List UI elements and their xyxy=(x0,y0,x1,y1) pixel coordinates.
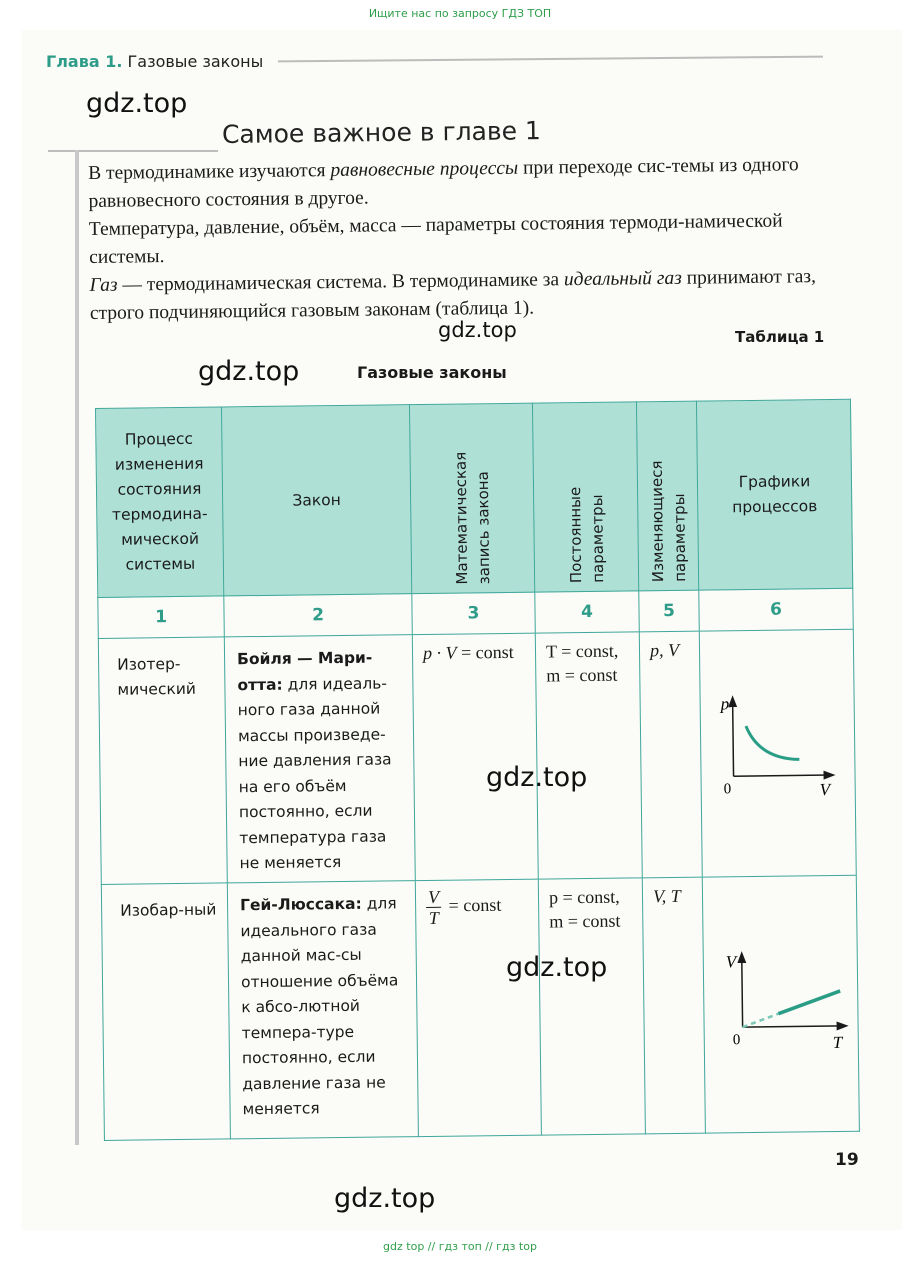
intro-text-run: принимают газ, строго подчиняющийся газовым законам (таблица 1). xyxy=(89,266,817,324)
watermark: gdz.top xyxy=(86,88,188,119)
table-row-isobaric xyxy=(101,875,859,1140)
fraction-numerator: V xyxy=(426,887,441,908)
column-number: 4 xyxy=(535,591,639,633)
header-cell-process xyxy=(96,407,224,598)
watermark: gdz.top xyxy=(506,952,608,983)
changing-params: V, T xyxy=(652,885,681,907)
header-text: Математическая запись закона xyxy=(451,451,494,585)
header-cell-law xyxy=(221,405,411,596)
intro-paragraph-1 xyxy=(88,151,834,216)
process-name: Изобар-ный xyxy=(120,900,217,920)
origin-label: 0 xyxy=(723,781,732,798)
section-divider xyxy=(48,150,218,152)
header-text: Постоянные параметры xyxy=(565,486,607,584)
intro-text-run: В термодинамике изучаются xyxy=(88,160,331,184)
watermark: gdz.top xyxy=(198,356,300,387)
process-cell xyxy=(98,637,227,885)
y-axis xyxy=(733,701,734,776)
watermark: gdz.top xyxy=(438,318,517,342)
section-margin-line xyxy=(75,150,79,1145)
section-title: Самое важное в главе 1 xyxy=(221,116,542,149)
column-number: 3 xyxy=(412,592,535,634)
intro-term: Газ xyxy=(89,274,118,296)
intro-text-run: — термодинамическая система. В термодинамике за xyxy=(117,269,565,296)
fraction-denominator: T xyxy=(428,907,439,928)
page-number: 19 xyxy=(835,1150,859,1170)
chapter-title: Газовые законы xyxy=(127,52,264,71)
variables-cell xyxy=(642,877,705,1134)
formula-cell xyxy=(415,879,541,1136)
x-axis xyxy=(743,1026,843,1027)
changing-params: p, V xyxy=(649,639,680,661)
constants-cell xyxy=(538,878,645,1135)
header-text: Процесс изменения состояния термодина-мической системы xyxy=(111,429,208,574)
header-cell-graphs xyxy=(696,399,852,590)
law-name: Бойля — Мари-отта: xyxy=(236,648,373,694)
graph-cell xyxy=(699,629,856,877)
y-axis xyxy=(742,957,743,1027)
law-text: для идеаль-ного газа данной массы произведе-ние давления газа на его объём постоянно, если температура газа не меняется xyxy=(237,673,392,873)
process-name: Изотер-мический xyxy=(117,654,197,699)
isobar-extrapolation xyxy=(742,1014,778,1027)
intro-paragraph-2: Температура, давление, объём, масса — параметры состояния термоди-намической системы. xyxy=(88,210,783,268)
constant-param: p = const, xyxy=(548,886,620,908)
header-text: Изменяющиеся параметры xyxy=(647,460,689,583)
table-title: Газовые законы xyxy=(357,363,507,382)
formula-fraction xyxy=(426,887,441,928)
top-search-link[interactable]: Ищите нас по запросу ГДЗ ТОП xyxy=(368,7,552,20)
intro-term: идеальный газ xyxy=(563,267,682,291)
intro-term: равновесные процессы xyxy=(330,157,519,182)
column-number: 1 xyxy=(98,596,224,639)
formula-lhs: p · V xyxy=(422,642,457,664)
constants-cell xyxy=(535,632,642,879)
graph-cell xyxy=(702,875,859,1133)
watermark: gdz.top xyxy=(334,1183,436,1214)
table-label: Таблица 1 xyxy=(735,328,825,346)
bottom-links[interactable]: gdz top // гдз топ // гдз top xyxy=(383,1240,537,1253)
formula-rhs: = const xyxy=(443,894,502,916)
isotherm-graph xyxy=(700,630,853,800)
column-number: 5 xyxy=(639,590,699,632)
law-text: для идеального газа данной мас-сы отношение объёма к абсо-лютной темпера-туре постоянно, если давление газа не меняется xyxy=(240,894,399,1119)
y-axis-label: p xyxy=(720,694,730,714)
intro-text-run: при переходе сис-темы из одного равновесного состояния в другое. xyxy=(88,154,799,212)
process-cell xyxy=(101,883,230,1141)
table-header-row xyxy=(96,399,853,597)
x-axis-label: V xyxy=(819,780,831,800)
x-axis-label: T xyxy=(832,1032,843,1053)
isotherm-curve xyxy=(746,725,799,760)
header-cell-formula xyxy=(409,403,534,593)
gas-laws-table xyxy=(95,399,859,1141)
x-axis xyxy=(734,775,830,776)
isotherm-plot xyxy=(700,630,857,877)
header-cell-variables xyxy=(636,401,698,591)
formula-rhs: = const xyxy=(456,641,514,663)
chapter-number: Глава 1. xyxy=(46,52,123,71)
column-number: 2 xyxy=(224,594,412,637)
header-cell-constants xyxy=(532,402,638,592)
table-row-isothermal xyxy=(98,629,856,884)
constant-param: T = const, xyxy=(545,640,619,662)
variables-cell xyxy=(639,631,702,878)
isobar-plot xyxy=(703,876,860,1133)
header-text: Графики процессов xyxy=(732,472,818,517)
law-cell xyxy=(227,881,418,1139)
column-number: 6 xyxy=(699,588,853,631)
formula-cell xyxy=(412,633,538,880)
header-text: Закон xyxy=(292,490,341,510)
y-axis-label: V xyxy=(725,952,737,972)
watermark: gdz.top xyxy=(486,762,588,793)
chapter-header xyxy=(46,52,263,71)
intro-text xyxy=(88,151,835,328)
law-cell xyxy=(224,635,415,883)
origin-label: 0 xyxy=(732,1032,741,1049)
isobar-line xyxy=(778,991,840,1014)
constant-param: m = const xyxy=(549,910,621,932)
law-name: Гей-Люссака: xyxy=(239,894,362,915)
constant-param: m = const xyxy=(546,664,618,686)
